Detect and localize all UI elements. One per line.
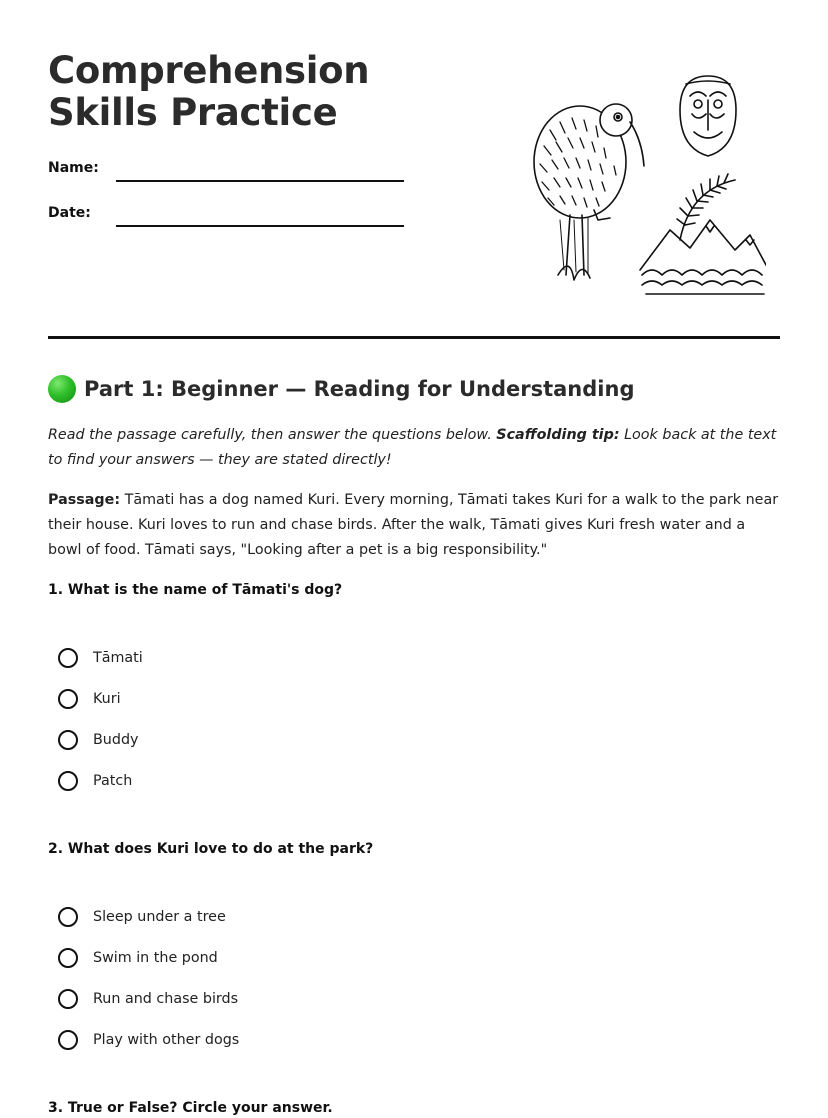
- q2-option-3[interactable]: [58, 986, 238, 1012]
- option-label: Run and chase birds: [93, 991, 239, 1007]
- name-line[interactable]: [116, 180, 404, 182]
- q2-option-2[interactable]: [58, 945, 218, 971]
- option-label: Sleep under a tree: [93, 909, 226, 925]
- worksheet-page: [48, 0, 780, 1118]
- section-divider: [48, 336, 780, 339]
- option-label: Kuri: [93, 691, 121, 707]
- part1-heading: [48, 374, 634, 404]
- passage-text: Tāmati has a dog named Kuri. Every morning, Tāmati takes Kuri for a walk to the park near their house. Kuri loves to run and chase birds. After the walk, Tāmati gives Kuri fresh water and a bowl of food. Tāmati says, "Looking after a pet is a big responsibility.": [48, 492, 779, 558]
- passage: [48, 488, 780, 563]
- green-circle-icon: [48, 375, 76, 403]
- option-label: Tāmati: [93, 650, 143, 666]
- question-3: 3. True or False? Circle your answer.: [48, 1100, 333, 1116]
- question-2: 2. What does Kuri love to do at the park?: [48, 841, 374, 857]
- tip-text: Look back at the text to find your answers — they are stated directly!: [48, 427, 777, 468]
- q1-option-1[interactable]: [58, 645, 143, 671]
- radio-button[interactable]: [58, 948, 78, 968]
- option-label: Play with other dogs: [93, 1032, 240, 1048]
- radio-button[interactable]: [58, 1030, 78, 1050]
- q2-option-4[interactable]: [58, 1027, 239, 1053]
- q1-option-4[interactable]: [58, 768, 132, 794]
- name-label: Name:: [48, 160, 99, 176]
- option-label: Swim in the pond: [93, 950, 218, 966]
- radio-button[interactable]: [58, 730, 78, 750]
- option-label: Buddy: [93, 732, 139, 748]
- question-1: 1. What is the name of Tāmati's dog?: [48, 582, 343, 598]
- q1-option-3[interactable]: [58, 727, 138, 753]
- radio-button[interactable]: [58, 689, 78, 709]
- date-field[interactable]: [48, 205, 408, 235]
- radio-button[interactable]: [58, 648, 78, 668]
- kiwi-fern-illustration: [530, 70, 766, 300]
- q1-option-2[interactable]: [58, 686, 121, 712]
- option-label: Patch: [93, 773, 133, 789]
- instructions: [48, 423, 780, 473]
- name-field[interactable]: [48, 160, 408, 190]
- date-label: Date:: [48, 205, 91, 221]
- passage-label: Passage:: [48, 492, 121, 508]
- radio-button[interactable]: [58, 989, 78, 1009]
- radio-button[interactable]: [58, 907, 78, 927]
- date-line[interactable]: [116, 225, 404, 227]
- tip-label: Scaffolding tip:: [496, 427, 620, 443]
- radio-button[interactable]: [58, 771, 78, 791]
- part1-heading-text: Part 1: Beginner — Reading for Understanding: [84, 377, 635, 401]
- page-title: Comprehension Skills Practice: [48, 49, 370, 134]
- q2-option-1[interactable]: [58, 904, 226, 930]
- intro-text: Read the passage carefully, then answer the questions below.: [48, 427, 492, 443]
